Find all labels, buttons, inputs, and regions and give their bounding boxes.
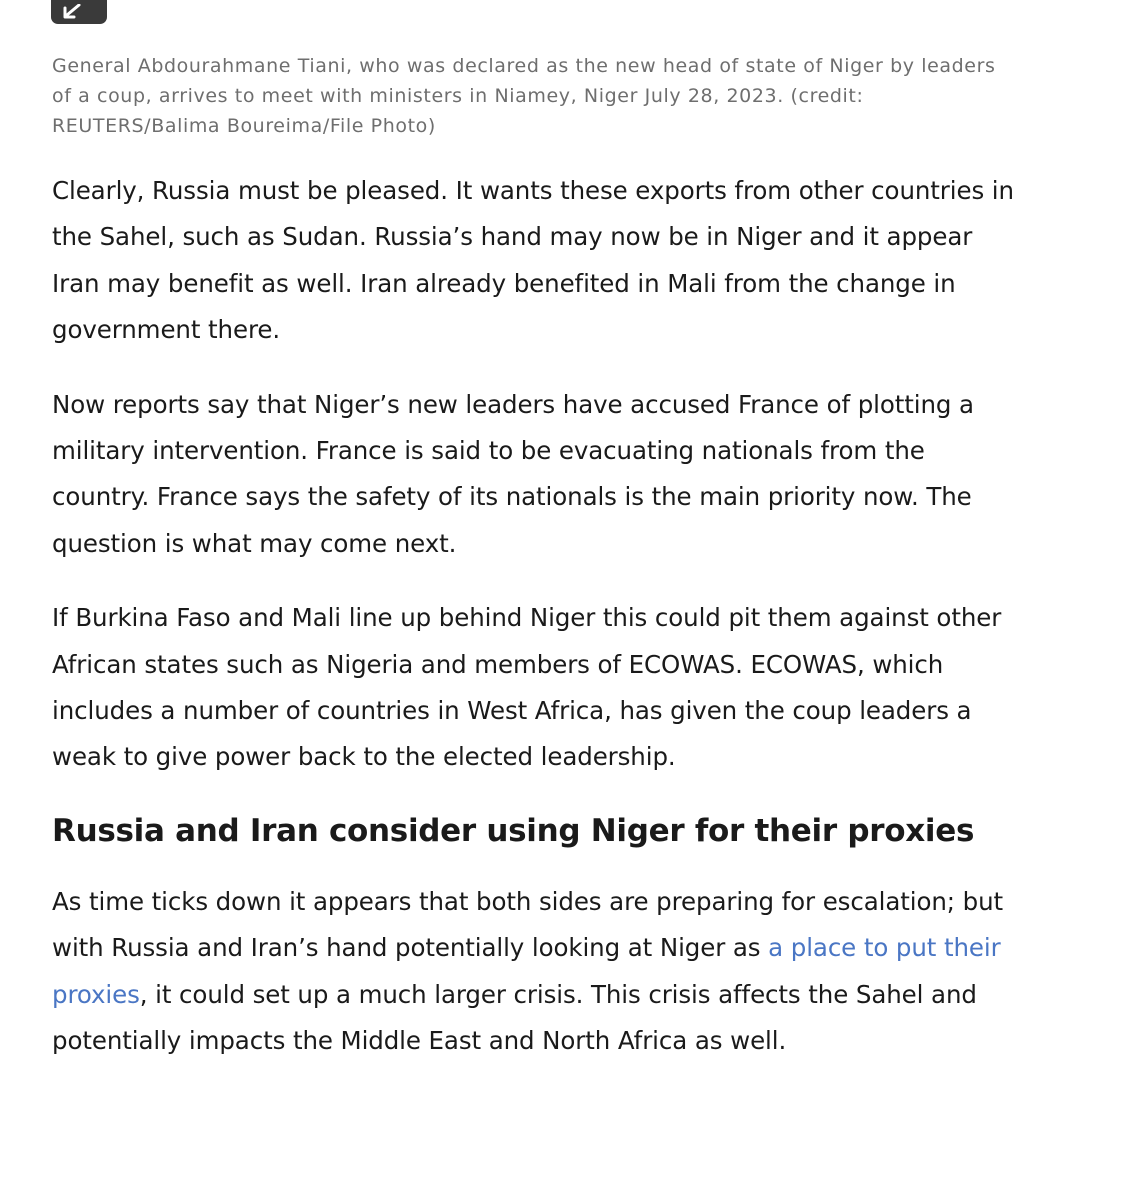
paragraph-text: As time ticks down it appears that both sides are preparing for escalation; but with Russia and Iran’s hand potentially looking at Niger as	[52, 886, 1004, 963]
expand-arrow-icon	[63, 4, 81, 20]
paragraph: Clearly, Russia must be pleased. It wants these exports from other countries in the Sahel, such as Sudan. Russia’s hand may now be in Niger and it appear Iran may benefit as well. Iran already benefited in Mali from the change in government there.	[52, 176, 1014, 345]
paragraph: If Burkina Faso and Mali line up behind Niger this could pit them against other African states such as Nigeria and members of ECOWAS. ECOWAS, which includes a number of countries in West Africa, has given the coup leaders a weak to give power back to the elected leadership.	[52, 603, 1002, 772]
paragraph-text: , it could set up a much larger crisis. This crisis affects the Sahel and potentially impacts the Middle East and North Africa as well.	[52, 979, 977, 1056]
expand-image-button[interactable]	[51, 0, 107, 24]
image-caption: General Abdourahmane Tiani, who was declared as the new head of state of Niger by leaders of a coup, arrives to meet with ministers in Niamey, Niger July 28, 2023. (credit: REUTERS/Balima Boureima/File Photo)	[52, 55, 996, 137]
section-heading: Russia and Iran consider using Niger for their proxies	[52, 812, 975, 849]
paragraph-with-link	[52, 879, 1027, 1065]
article-body	[52, 168, 1027, 1093]
proxies-link[interactable]: a place to put their proxies	[52, 933, 1001, 1009]
paragraph: Now reports say that Niger’s new leaders have accused France of plotting a military intervention. France is said to be evacuating nationals from the country. France says the safety of its nationals is the main priority now. The question is what may come next.	[52, 389, 974, 558]
